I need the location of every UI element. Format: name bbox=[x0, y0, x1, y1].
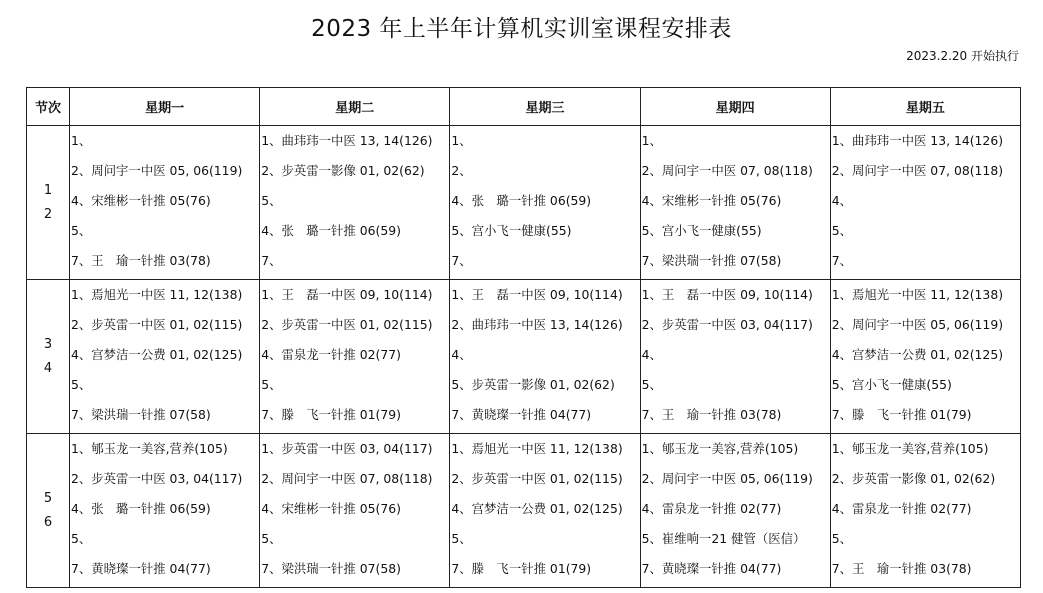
course-entry: 2、周问宇一中医 07, 08(118) bbox=[831, 163, 1004, 178]
course-entry: 5、 bbox=[261, 193, 282, 208]
day-header-tue: 星期二 bbox=[260, 88, 450, 126]
schedule-cell-thu bbox=[640, 434, 830, 588]
course-entry: 2、步英雷一中医 03, 04(117) bbox=[71, 471, 243, 486]
course-entry: 4、宋维彬一针推 05(76) bbox=[71, 193, 211, 208]
effective-date-note: 2023.2.20 开始执行 bbox=[906, 49, 1019, 63]
schedule-cell-fri bbox=[830, 126, 1020, 280]
schedule-cell-tue bbox=[260, 126, 450, 280]
course-entry: 5、宫小飞一健康(55) bbox=[641, 223, 762, 238]
course-entry: 1、 bbox=[451, 133, 472, 148]
day-header-mon: 星期一 bbox=[70, 88, 260, 126]
course-entry: 7、王 瑜一针推 03(78) bbox=[831, 561, 972, 576]
course-entry: 2、步英雷一影像 01, 02(62) bbox=[261, 163, 425, 178]
schedule-cell-tue bbox=[260, 280, 450, 434]
course-entry: 1、步英雷一中医 03, 04(117) bbox=[261, 441, 433, 456]
course-entry: 5、 bbox=[261, 531, 282, 546]
period-row bbox=[27, 126, 1021, 280]
course-entry: 2、周问宇一中医 05, 06(119) bbox=[71, 163, 243, 178]
page-title: 2023 年上半年计算机实训室课程安排表 bbox=[311, 16, 732, 42]
course-entry: 5、崔维响一21 健管（医信） bbox=[641, 531, 806, 546]
course-entry: 7、滕 飞一针推 01(79) bbox=[831, 407, 972, 422]
course-entry: 7、王 瑜一针推 03(78) bbox=[71, 253, 211, 268]
course-entry: 2、周问宇一中医 07, 08(118) bbox=[641, 163, 813, 178]
schedule-body bbox=[27, 126, 1021, 588]
course-entry: 1、郇玉龙一美容,营养(105) bbox=[831, 441, 989, 456]
course-entry: 2、周问宇一中医 05, 06(119) bbox=[831, 317, 1004, 332]
schedule-cell-fri bbox=[830, 280, 1020, 434]
day-header-wed: 星期三 bbox=[450, 88, 640, 126]
schedule-cell-mon bbox=[70, 126, 260, 280]
course-entry: 2、步英雷一中医 03, 04(117) bbox=[641, 317, 813, 332]
course-entry: 7、梁洪瑞一针推 07(58) bbox=[71, 407, 211, 422]
course-entry: 1、王 磊一中医 09, 10(114) bbox=[451, 287, 623, 302]
course-entry: 4、 bbox=[451, 347, 472, 362]
course-entry: 1、 bbox=[641, 133, 662, 148]
course-entry: 4、张 璐一针推 06(59) bbox=[451, 193, 592, 208]
course-entry: 4、张 璐一针推 06(59) bbox=[261, 223, 401, 238]
course-entry: 7、滕 飞一针推 01(79) bbox=[451, 561, 592, 576]
course-entry: 2、步英雷一中医 01, 02(115) bbox=[261, 317, 433, 332]
day-header-fri: 星期五 bbox=[830, 88, 1020, 126]
course-entry: 5、 bbox=[641, 377, 662, 392]
course-entry: 4、宫梦洁一公费 01, 02(125) bbox=[451, 501, 623, 516]
course-entry: 2、步英雷一中医 01, 02(115) bbox=[71, 317, 243, 332]
period-number: 6 bbox=[43, 514, 53, 530]
course-entry: 7、黄晓璨一针推 04(77) bbox=[71, 561, 211, 576]
schedule-cell-mon bbox=[70, 434, 260, 588]
day-header-thu: 星期四 bbox=[640, 88, 830, 126]
period-row bbox=[27, 280, 1021, 434]
course-entry: 4、张 璐一针推 06(59) bbox=[71, 501, 211, 516]
course-entry: 1、焉旭光一中医 11, 12(138) bbox=[71, 287, 243, 302]
course-entry: 7、黄晓璨一针推 04(77) bbox=[451, 407, 592, 422]
schedule-cell-fri bbox=[830, 434, 1020, 588]
course-entry: 2、步英雷一影像 01, 02(62) bbox=[831, 471, 996, 486]
course-entry: 5、宫小飞一健康(55) bbox=[831, 377, 952, 392]
course-entry: 5、 bbox=[71, 377, 92, 392]
period-number: 4 bbox=[43, 360, 53, 376]
course-entry: 7、滕 飞一针推 01(79) bbox=[261, 407, 401, 422]
course-entry: 7、 bbox=[261, 253, 282, 268]
course-entry: 1、郇玉龙一美容,营养(105) bbox=[71, 441, 228, 456]
period-cell bbox=[27, 280, 70, 434]
course-entry: 5、 bbox=[71, 531, 92, 546]
period-cell bbox=[27, 126, 70, 280]
schedule-cell-tue bbox=[260, 434, 450, 588]
course-entry: 4、 bbox=[831, 193, 853, 208]
schedule-cell-thu bbox=[640, 126, 830, 280]
course-entry: 5、宫小飞一健康(55) bbox=[451, 223, 572, 238]
schedule-cell-mon bbox=[70, 280, 260, 434]
course-entry: 2、步英雷一中医 01, 02(115) bbox=[451, 471, 623, 486]
course-entry: 2、周问宇一中医 07, 08(118) bbox=[261, 471, 433, 486]
course-entry: 5、步英雷一影像 01, 02(62) bbox=[451, 377, 615, 392]
course-entry: 4、宫梦洁一公费 01, 02(125) bbox=[831, 347, 1004, 362]
schedule-cell-wed bbox=[450, 280, 640, 434]
course-entry: 7、王 瑜一针推 03(78) bbox=[641, 407, 782, 422]
course-entry: 4、雷泉龙一针推 02(77) bbox=[261, 347, 401, 362]
period-cell bbox=[27, 434, 70, 588]
period-header: 节次 bbox=[27, 88, 70, 126]
course-entry: 1、 bbox=[71, 133, 92, 148]
course-entry: 7、 bbox=[831, 253, 853, 268]
period-number: 2 bbox=[43, 206, 53, 222]
schedule-cell-wed bbox=[450, 126, 640, 280]
course-entry: 4、宋维彬一针推 05(76) bbox=[641, 193, 782, 208]
course-entry: 1、曲玮玮一中医 13, 14(126) bbox=[831, 133, 1004, 148]
schedule-cell-thu bbox=[640, 280, 830, 434]
course-entry: 1、王 磊一中医 09, 10(114) bbox=[261, 287, 433, 302]
header-row bbox=[27, 88, 1021, 126]
period-number: 5 bbox=[43, 490, 53, 506]
course-entry: 4、宋维彬一针推 05(76) bbox=[261, 501, 401, 516]
schedule-cell-wed bbox=[450, 434, 640, 588]
course-entry: 1、焉旭光一中医 11, 12(138) bbox=[451, 441, 623, 456]
course-entry: 2、周问宇一中医 05, 06(119) bbox=[641, 471, 813, 486]
course-entry: 1、郇玉龙一美容,营养(105) bbox=[641, 441, 799, 456]
schedule-table bbox=[26, 87, 1021, 588]
course-entry: 5、 bbox=[831, 223, 853, 238]
course-entry: 7、梁洪瑞一针推 07(58) bbox=[261, 561, 401, 576]
course-entry: 7、黄晓璨一针推 04(77) bbox=[641, 561, 782, 576]
course-entry: 4、雷泉龙一针推 02(77) bbox=[831, 501, 972, 516]
course-entry: 5、 bbox=[261, 377, 282, 392]
schedule-header bbox=[27, 88, 1021, 126]
course-entry: 1、曲玮玮一中医 13, 14(126) bbox=[261, 133, 433, 148]
course-entry: 2、曲玮玮一中医 13, 14(126) bbox=[451, 317, 623, 332]
course-entry: 2、 bbox=[451, 163, 472, 178]
course-entry: 5、 bbox=[831, 531, 853, 546]
course-entry: 5、 bbox=[451, 531, 472, 546]
period-row bbox=[27, 434, 1021, 588]
course-entry: 1、王 磊一中医 09, 10(114) bbox=[641, 287, 813, 302]
course-entry: 4、 bbox=[641, 347, 662, 362]
course-entry: 4、雷泉龙一针推 02(77) bbox=[641, 501, 782, 516]
course-entry: 5、 bbox=[71, 223, 92, 238]
period-number: 3 bbox=[43, 336, 53, 352]
period-number: 1 bbox=[43, 182, 53, 198]
course-entry: 7、 bbox=[451, 253, 472, 268]
course-entry: 1、焉旭光一中医 11, 12(138) bbox=[831, 287, 1004, 302]
course-entry: 7、梁洪瑞一针推 07(58) bbox=[641, 253, 782, 268]
course-entry: 4、宫梦洁一公费 01, 02(125) bbox=[71, 347, 243, 362]
